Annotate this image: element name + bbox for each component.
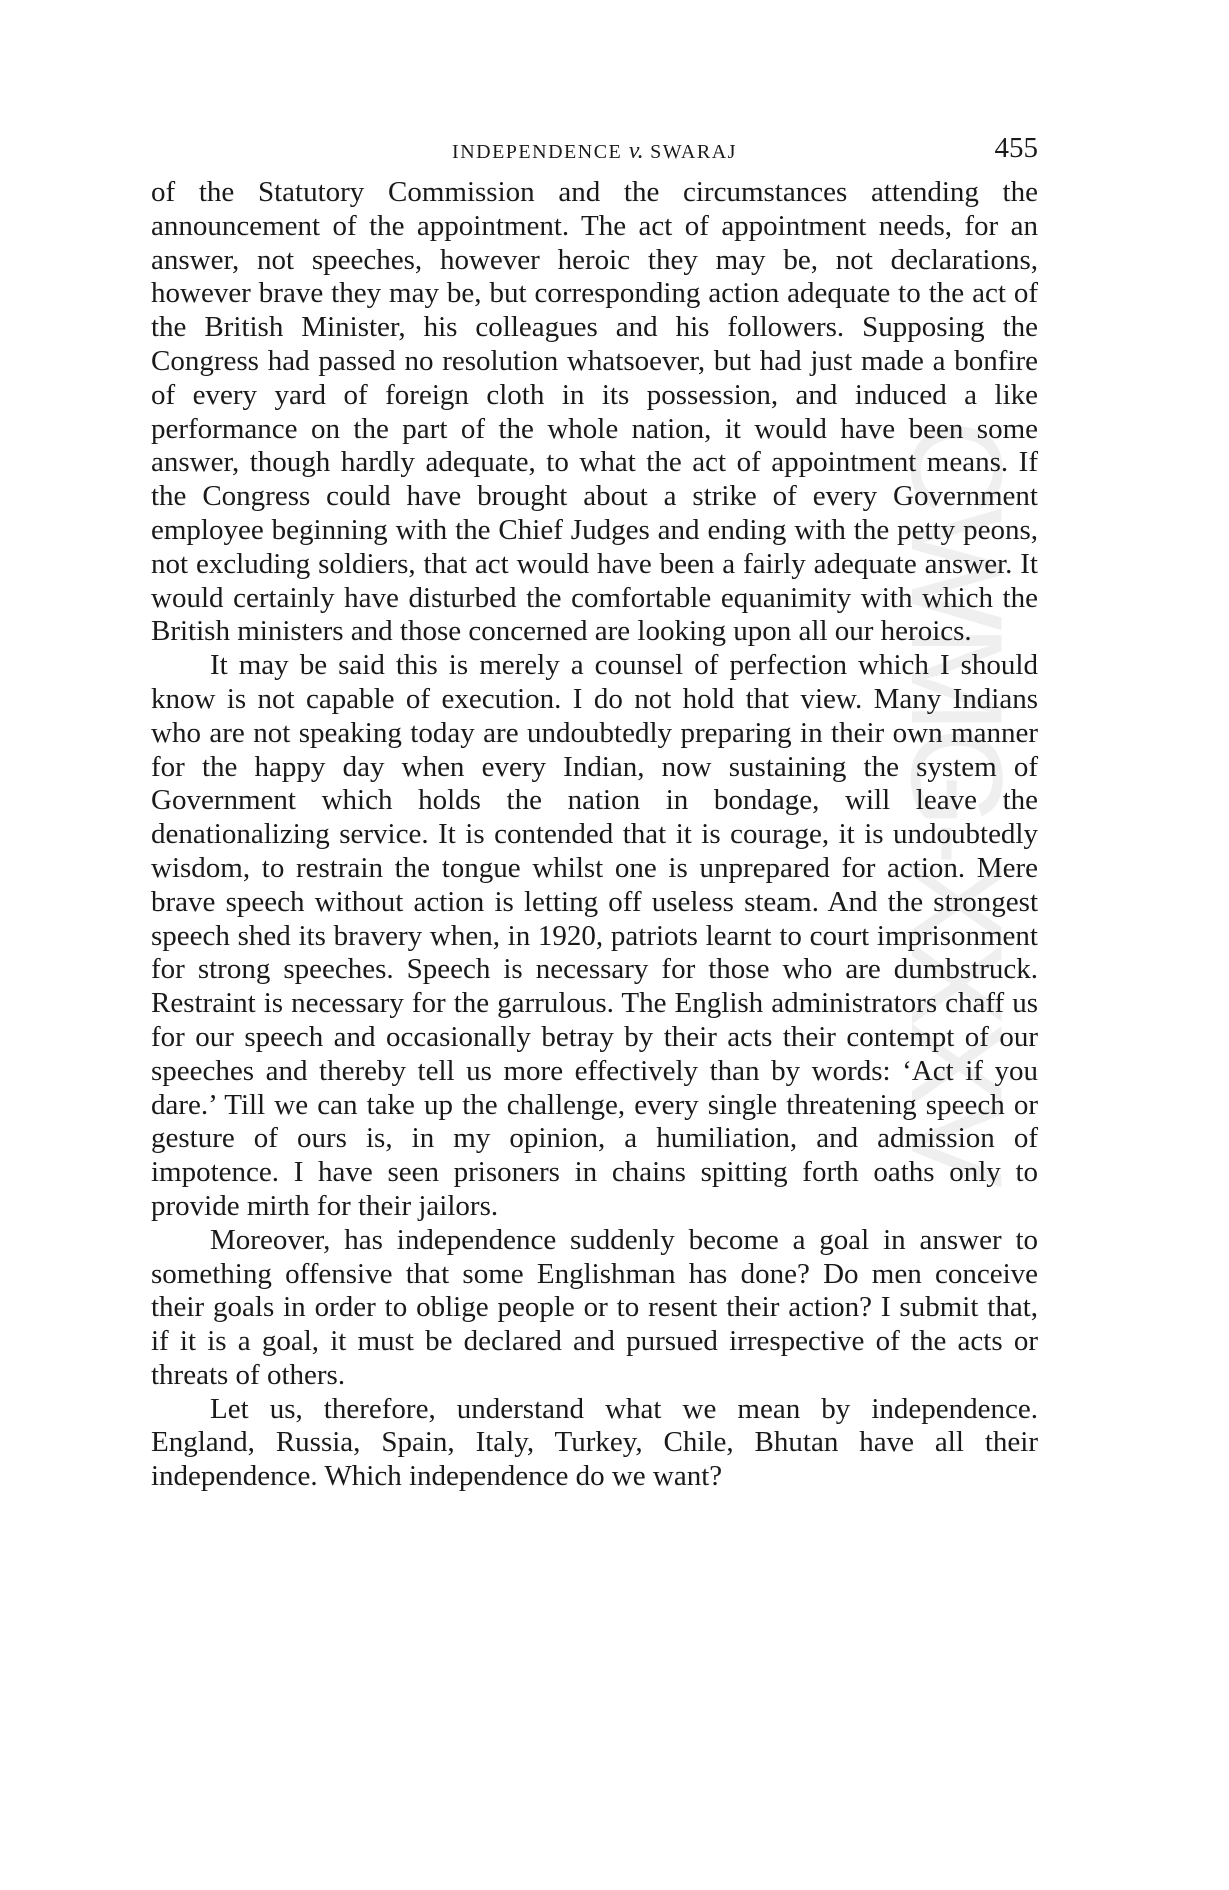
paragraph-4: Let us, therefore, understand what we mean by independence. England, Russia, Spain, Italy, Turkey, Chile, Bhutan have all their independence. Which independence do we want? bbox=[151, 1392, 1038, 1493]
page-number: 455 bbox=[994, 132, 1038, 164]
paragraph-1: of the Statutory Commission and the circumstances attending the announcement of the appointment. The act of appointment needs, for an answer, not speeches, however heroic they may be, not declarations, however brave they may be, but corresponding action adequate to the act of the British Minister, his colleagues and his followers. Supposing the Congress had passed no resolution whatsoever, but had just made a bonfire of every yard of foreign cloth in its possession, and induced a like performance on the part of the whole nation, it would have been some answer, though hardly adequate, to what the act of appointment means. If the Congress could have brought about a strike of every Government employee beginning with the Chief Judges and ending with the petty peons, not excluding soldiers, that act would have been a fairly adequate answer. It would certainly have disturbed the comfortable equanimity with which the British ministers and those concerned are looking upon all our heroics. bbox=[151, 176, 1038, 648]
running-head bbox=[151, 128, 1038, 168]
watermark-text: CWMG-XXXV bbox=[884, 420, 1030, 1183]
body-text bbox=[151, 176, 1038, 1494]
running-title bbox=[151, 138, 1038, 165]
page bbox=[151, 128, 1038, 1494]
running-title-start: INDEPENDENCE bbox=[452, 141, 629, 163]
paragraph-3: Moreover, has independence suddenly become a goal in answer to something offensive that some Englishman has done? Do men conceive their goals in order to oblige people or to resent their action? I submit that, if it is a goal, it must be declared and pursued irrespective of the acts or threats of others. bbox=[151, 1223, 1038, 1391]
paragraph-2: It may be said this is merely a counsel of perfection which I should know is not capable of execution. I do not hold that view. Many Indians who are not speaking today are undoubtedly preparing in their own manner for the happy day when every Indian, now sustaining the system of Government which holds the nation in bondage, will leave the denationalizing service. It is contended that it is courage, it is undoubtedly wisdom, to restrain the tongue whilst one is unprepared for action. Mere brave speech without action is letting off useless steam. And the strongest speech shed its bravery when, in 1920, patriots learnt to court imprisonment for strong speeches. Speech is necessary for those who are dumbstruck. Restraint is necessary for the garrulous. The English administrators chaff us for our speech and occasionally betray by their acts their contempt of our speeches and thereby tell us more effectively than by words: ‘Act if you dare.’ Till we can take up the challenge, every single threatening speech or gesture of ours is, in my opinion, a humiliation, and admission of impotence. I have seen prisoners in chains spitting forth oaths only to provide mirth for their jailors. bbox=[151, 649, 1038, 1222]
running-title-end: SWARAJ bbox=[643, 141, 737, 163]
running-title-versus: v. bbox=[628, 138, 644, 164]
